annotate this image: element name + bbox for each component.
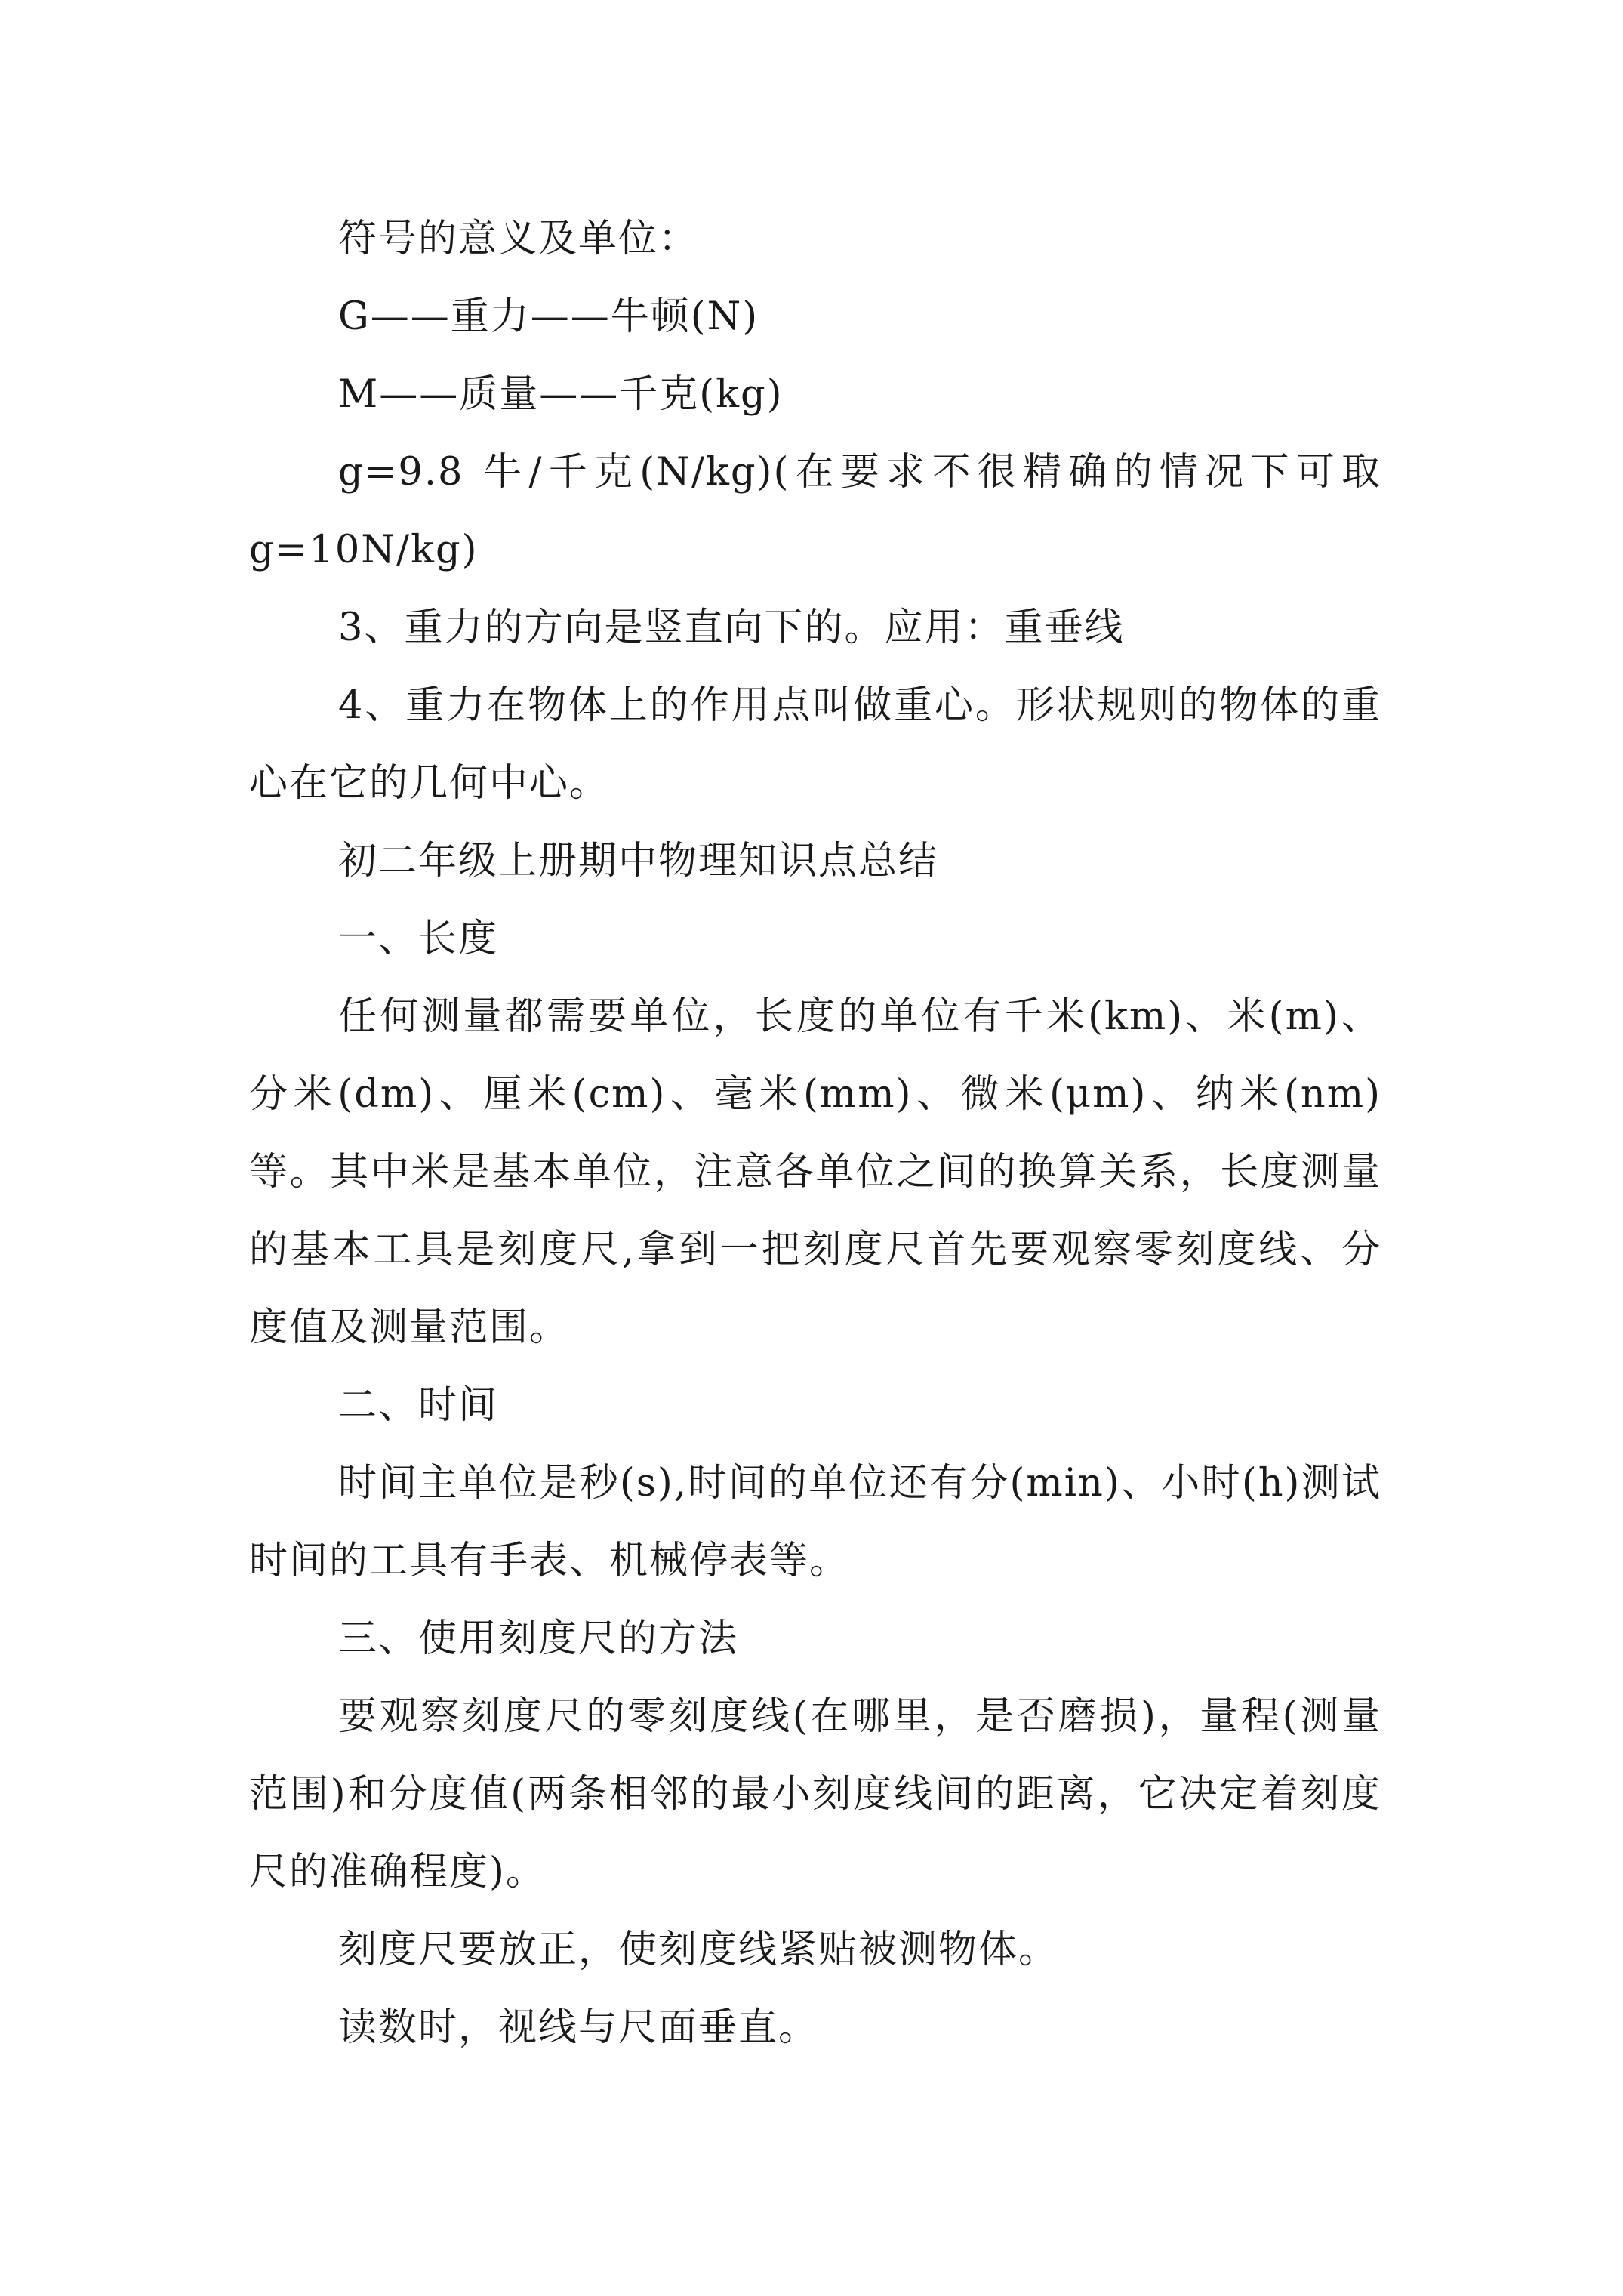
paragraph-mass-unit: M——质量——千克(kg) xyxy=(338,372,784,417)
document-body xyxy=(249,200,1381,2066)
paragraph-ruler-placement: 刻度尺要放正，使刻度线紧贴被测物体。 xyxy=(338,1928,1059,1972)
paragraph-gravity-direction: 3、重力的方向是竖直向下的。应用：重垂线 xyxy=(338,606,1125,650)
paragraph-ruler-reading: 读数时，视线与尺面垂直。 xyxy=(338,2005,819,2050)
paragraph-ruler-observe: 要观察刻度尺的零刻度线(在哪里，是否磨损)，量程(测量范围)和分度值(两条相邻的最小刻度线间的距离，它决定着刻度尺的准确程度)。 xyxy=(249,1694,1381,1894)
paragraph-center-of-gravity: 4、重力在物体上的作用点叫做重心。形状规则的物体的重心在它的几何中心。 xyxy=(249,683,1381,806)
paragraph-time-units: 时间主单位是秒(s),时间的单位还有分(min)、小时(h)测试时间的工具有手表、机械停表等。 xyxy=(249,1461,1381,1583)
heading-length: 一、长度 xyxy=(338,917,499,961)
paragraph-symbols-heading: 符号的意义及单位： xyxy=(338,217,699,261)
heading-time: 二、时间 xyxy=(338,1383,499,1428)
paragraph-g-constant: g=9.8 牛/千克(N/kg)(在要求不很精确的情况下可取g=10N/kg) xyxy=(249,450,1381,572)
paragraph-length-units: 任何测量都需要单位，长度的单位有千米(km)、米(m)、分米(dm)、厘米(cm)、毫米(mm)、微米(μm)、纳米(nm)等。其中米是基本单位，注意各单位之间的换算关系，长度测量的基本工具是刻度尺,拿到一把刻度尺首先要观察零刻度线、分度值及测量范围。 xyxy=(249,994,1381,1350)
paragraph-gravity-unit: G——重力——牛顿(N) xyxy=(338,294,759,339)
heading-ruler-method: 三、使用刻度尺的方法 xyxy=(338,1616,739,1661)
section-title: 初二年级上册期中物理知识点总结 xyxy=(338,839,939,883)
